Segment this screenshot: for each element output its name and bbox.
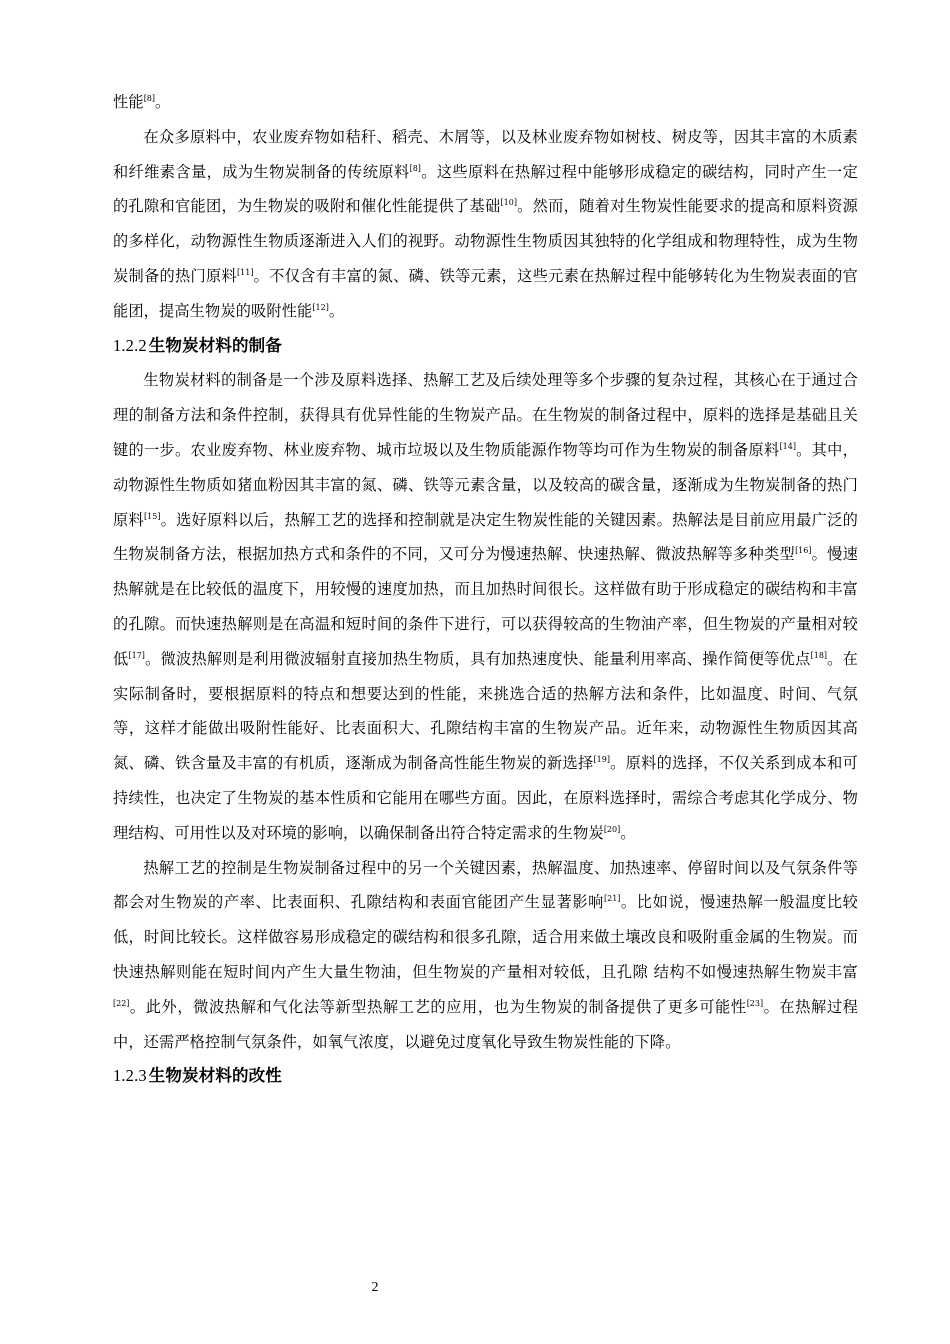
citation: [10]: [500, 198, 517, 208]
section-number: 1.2.2: [113, 335, 147, 355]
section-number: 1.2.3: [113, 1066, 147, 1086]
citation: [18]: [810, 650, 828, 660]
section-title: 生物炭材料的制备: [148, 335, 282, 355]
section-heading: [113, 1059, 858, 1094]
citation: [21]: [604, 894, 621, 904]
section-title: 生物炭材料的改性: [148, 1066, 282, 1086]
text-run: 。然而，随着对生物炭性能要求的提高和原料资源的多样化，动物源性生物质逐渐进入人们的视野。动物源性生物质因其独特的化学组成和物理特性，成为生物炭制备的热门原料: [113, 197, 858, 285]
page-number: 2: [371, 1280, 379, 1295]
text-run: 。此外，微波热解和气化法等新型热解工艺的应用，也为生物炭的制备提供了更多可能性: [129, 997, 747, 1016]
paragraph-preparation: [113, 363, 858, 850]
citation: [11]: [237, 267, 254, 277]
text-run: 。: [328, 301, 345, 320]
text-run: 。在实际制备时，要根据原料的特点和想要达到的性能，来挑选合适的热解方法和条件，比如温度、时间、气氛等，这样才能做出吸附性能好、比表面积大、孔隙结构丰富的生物炭产品。近年来，动物源性生物质因其高氮、磷、铁含量及丰富的有机质，逐渐成为制备高性能生物炭的新选择: [113, 649, 858, 773]
text-run: 在众多原料中，农业废弃物如秸秆、稻壳、木屑等，以及林业废弃物如树枝、树皮等，因其丰富的木质素和纤维素含量，成为生物炭制备的传统原料: [113, 127, 858, 181]
text-run: 。: [155, 93, 171, 111]
text-run: 。不仅含有丰富的氮、磷、铁等元素，这些元素在热解过程中能够转化为生物炭表面的官能团，提高生物炭的吸附性能: [113, 266, 858, 320]
citation: [8]: [143, 94, 156, 103]
citation: [19]: [593, 755, 610, 765]
text-run: 。比如说，慢速热解一般温度比较低，时间比较长。这样做容易形成稳定的碳结构和很多孔隙，适合用来做土壤改良和吸附重金属的生物炭。而快速热解则能在短时间内产生大量生物油，但生物炭的产量相对较低，且孔隙 结构不如慢速热解生物炭丰富: [113, 893, 858, 981]
citation: [20]: [603, 824, 621, 834]
citation: [14]: [779, 441, 796, 451]
text-run: 。微波热解则是利用微波辐射直接加热生物质，具有加热速度快、能量利用率高、操作简便等优点: [144, 649, 811, 668]
text-run: 性能: [113, 93, 144, 111]
citation: [22]: [113, 998, 130, 1008]
paragraph-pyrolysis-control: [113, 851, 858, 1060]
section-heading: [113, 329, 858, 364]
text-run: 。: [620, 823, 636, 842]
text-run: 。在热解过程中，还需严格控制气氛条件，如氧气浓度，以避免过度氧化导致生物炭性能的下降。: [113, 997, 858, 1051]
citation: [16]: [795, 546, 812, 556]
text-run: 生物炭材料的制备是一个涉及原料选择、热解工艺及后续处理等多个步骤的复杂过程，其核心在于通过合理的制备方法和条件控制，获得具有优异性能的生物炭产品。在生物炭的制备过程中，原料的选择是基础且关键的一步。农业废弃物、林业废弃物、城市垃圾以及生物质能源作物等均可作为生物炭的制备原料: [113, 371, 858, 459]
citation: [15]: [144, 511, 161, 521]
paragraph-continued: [113, 85, 858, 120]
text-run: 。原料的选择，不仅关系到成本和可持续性，也决定了生物炭的基本性质和它能用在哪些方面。因此，在原料选择时，需综合考虑其化学成分、物理结构、可用性以及对环境的影响，以确保制备出符合特定需求的生物炭: [113, 754, 858, 842]
text-run: 。选好原料以后，热解工艺的选择和控制就是决定生物炭性能的关键因素。热解法是目前应用最广泛的生物炭制备方法，根据加热方式和条件的不同，又可分为慢速热解、快速热解、微波热解等多种类型: [113, 510, 859, 564]
text-run: 。这些原料在热解过程中能够形成稳定的碳结构，同时产生一定的孔隙和官能团，为生物炭的吸附和催化性能提供了基础: [113, 162, 859, 216]
paragraph-raw-materials: [113, 120, 858, 329]
body-text: [113, 85, 858, 1094]
text-run: 热解工艺的控制是生物炭制备过程中的另一个关键因素，热解温度、加热速率、停留时间以及气氛条件等都会对生物炭的产率、比表面积、孔隙结构和表面官能团产生显著影响: [113, 858, 858, 912]
citation: [17]: [128, 650, 145, 660]
citation: [23]: [746, 998, 764, 1008]
text-run: 。其中，动物源性生物质如猪血粉因其丰富的氮、磷、铁等元素含量，以及较高的碳含量，逐渐成为生物炭制备的热门原料: [113, 440, 858, 529]
citation: [8]: [409, 163, 421, 173]
citation: [12]: [312, 302, 329, 312]
text-run: 。慢速热解就是在比较低的温度下，用较慢的速度加热，而且加热时间很长。这样做有助于形成稳定的碳结构和丰富的孔隙。而快速热解则是在高温和短时间的条件下进行，可以获得较高的生物油产率，但生物炭的产量相对较低: [113, 545, 858, 668]
